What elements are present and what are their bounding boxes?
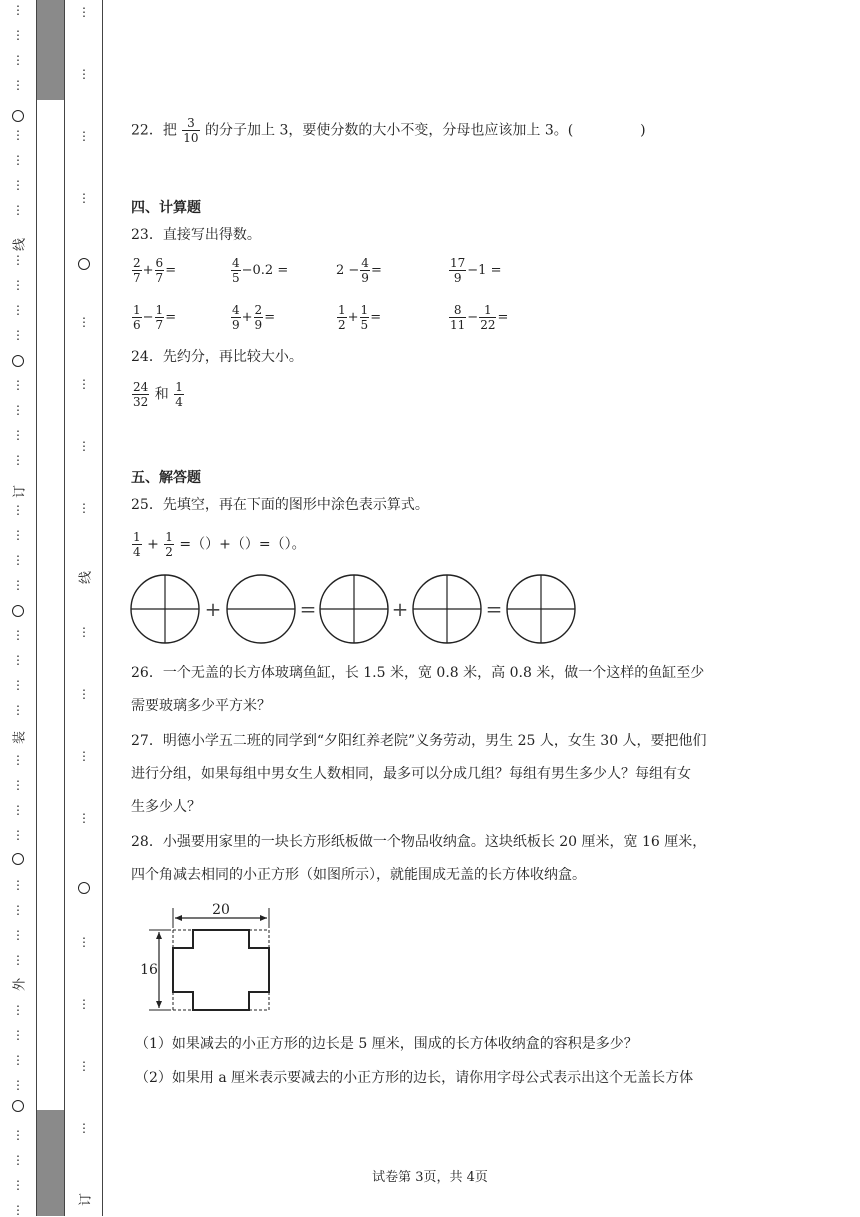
binding-dot-mark: ⋮ [12,253,24,267]
question-27-line-1: 27．明德小学五二班的同学到“夕阳红养老院”义务劳动，男生 25 人，女生 30 人，要把他们 [131,733,707,749]
page-footer: 试卷第 3页，共 4页 [372,1170,488,1185]
binding-dot-mark: ⋮ [78,1059,90,1073]
binding-dot-mark: ⋮ [78,129,90,143]
binding-label: 订 [78,1193,94,1207]
binding-margin-inner [64,0,103,1216]
binding-label: 线 [12,238,28,252]
q22-close: ) [640,122,646,139]
q23-frac-a-num: 8 [449,303,466,318]
q23-frac-b-den: 22 [480,318,496,332]
q22-frac-num: 3 [182,116,199,131]
binding-dot-mark: ⋮ [78,811,90,825]
q23-frac-b [479,303,496,332]
binding-dot-mark: ⋮ [12,528,24,542]
q23-operator: + [241,310,253,325]
q23-expression [448,256,501,285]
question-25-expression [131,530,306,559]
binding-dot-mark: ⋮ [12,778,24,792]
q22-prefix: 22．把 [131,122,177,139]
binding-dot-mark: ⋮ [12,1028,24,1042]
section-5-title: 五、解答题 [131,470,201,486]
q22-suffix: 的分子加上 3，要使分数的大小不变，分母也应该加上 3。( [205,122,574,139]
q24-frac-a [132,380,149,409]
q23-frac-b [155,256,165,285]
q25-op-plus-2: + [391,597,409,621]
q24-a-num: 24 [133,380,149,394]
binding-dot-mark: ⋮ [78,1121,90,1135]
q23-frac-a-num: 4 [232,256,240,270]
binding-dot-mark: ⋮ [12,128,24,142]
question-27-line-2: 进行分组，如果每组中男女生人数相同，最多可以分成几组？每组有男生多少人？每组有女 [131,766,691,782]
binding-dot-mark: ⋮ [12,28,24,42]
q23-frac-a-den: 7 [133,271,141,285]
binding-dot-mark: ⋮ [12,53,24,67]
binding-dot-mark: ⋮ [78,687,90,701]
question-28-sub-1: （1）如果减去的小正方形的边长是 5 厘米，围成的长方体收纳盒的容积是多少？ [135,1036,638,1052]
q23-expression [230,303,275,332]
binding-circle-icon [12,355,24,367]
q23-frac-a [132,303,142,332]
binding-dot-mark: ⋮ [12,328,24,342]
question-23-stem: 23．直接写出得数。 [131,227,261,243]
binding-dot-mark: ⋮ [12,403,24,417]
q23-equals: = [370,263,382,278]
binding-circle-icon [12,110,24,122]
q23-frac-a-den: 9 [453,271,462,285]
binding-dot-mark: ⋮ [78,5,90,19]
q23-frac-b [155,303,165,332]
q24-and: 和 [154,386,169,403]
binding-dot-mark: ⋮ [12,1078,24,1092]
binding-dot-mark: ⋮ [12,653,24,667]
q23-operator: −1 = [467,263,502,278]
binding-dot-mark: ⋮ [12,1128,24,1142]
q23-frac-a-num: 4 [361,256,369,270]
binding-dot-mark: ⋮ [12,953,24,967]
q24-b-num: 1 [175,380,183,394]
binding-dot-mark: ⋮ [12,678,24,692]
q23-operator: − [142,310,154,325]
binding-dot-mark: ⋮ [78,439,90,453]
binding-margin-outer [0,0,36,1216]
binding-dot-mark: ⋮ [12,828,24,842]
q23-frac-a-num: 1 [133,303,141,317]
q23-expression [131,256,176,285]
q25-op-equals-1: = [299,597,317,621]
binding-circle-icon [12,1100,24,1112]
binding-dot-mark: ⋮ [12,303,24,317]
q25-frac-b [164,530,174,559]
binding-dot-mark: ⋮ [78,191,90,205]
question-24-expression [131,380,185,409]
q23-frac-b-den: 5 [360,318,369,332]
question-26-line-2: 需要玻璃多少平方米？ [131,698,271,714]
binding-circle-icon [12,853,24,865]
q23-expression [336,303,381,332]
binding-dot-mark: ⋮ [12,1053,24,1067]
binding-dot-mark: ⋮ [12,803,24,817]
binding-dot-mark: ⋮ [12,578,24,592]
q25-op-plus-1: + [204,597,222,621]
binding-label: 外 [12,978,28,992]
binding-dot-mark: ⋮ [78,935,90,949]
q25-b-num: 1 [165,530,173,544]
binding-dot-mark: ⋮ [12,928,24,942]
q23-frac-a-den: 9 [361,271,369,285]
binding-circle-icon [78,882,90,894]
circle-quarters-4 [507,575,575,643]
q23-frac-b-num: 6 [155,256,164,270]
binding-dot-mark: ⋮ [12,1203,24,1217]
binding-dot-mark: ⋮ [12,503,24,517]
binding-dot-mark: ⋮ [12,553,24,567]
binding-dot-mark: ⋮ [78,997,90,1011]
q23-operator: − [467,310,479,325]
binding-dot-mark: ⋮ [12,278,24,292]
binding-dot-mark: ⋮ [78,67,90,81]
q23-equals: = [165,263,177,278]
q23-expression [131,303,176,332]
q23-operator: + [142,263,154,278]
binding-dot-mark: ⋮ [12,1178,24,1192]
q23-frac-b-den: 7 [155,318,164,332]
q23-frac-a-den: 9 [232,318,240,332]
circle-quarters-3 [413,575,481,643]
q23-frac-a [132,256,142,285]
q23-frac-a [449,256,466,285]
binding-dot-mark: ⋮ [12,153,24,167]
q23-frac-a-den: 6 [133,318,141,332]
q23-frac-a [231,256,241,285]
circle-halves [227,575,295,643]
q25-circles-figure [128,572,588,648]
binding-circle-icon [12,605,24,617]
binding-dot-mark: ⋮ [12,878,24,892]
q23-frac-a [360,256,370,285]
binding-dot-mark: ⋮ [78,749,90,763]
q23-operator: + [347,310,359,325]
q23-equals: = [370,310,382,325]
q23-frac-b [360,303,370,332]
q23-frac-b-den: 9 [254,318,263,332]
binding-dot-mark: ⋮ [12,453,24,467]
q24-frac-b [174,380,184,409]
q23-equals: = [264,310,276,325]
q23-frac-b-den: 7 [155,271,164,285]
q25-a-den: 4 [133,545,141,559]
q25-op: + [147,536,159,553]
binding-dot-mark: ⋮ [12,628,24,642]
q24-b-den: 4 [175,395,183,409]
q23-expression [448,303,508,332]
binding-dot-mark: ⋮ [12,203,24,217]
question-27-line-3: 生多少人？ [131,799,201,815]
binding-dot-mark: ⋮ [78,315,90,329]
binding-dot-mark: ⋮ [12,903,24,917]
q25-tail: =（）+（）=（）。 [179,536,306,553]
q23-lead: 2 − [336,263,360,278]
binding-dot-mark: ⋮ [12,378,24,392]
binding-circle-icon [78,258,90,270]
q25-b-den: 2 [165,545,173,559]
binding-dot-mark: ⋮ [12,178,24,192]
q23-equals: = [497,310,509,325]
binding-label: 装 [12,731,28,745]
question-25-stem: 25．先填空，再在下面的图形中涂色表示算式。 [131,497,429,513]
q23-frac-a-num: 1 [338,303,346,317]
q24-a-den: 32 [133,395,149,409]
q25-a-num: 1 [133,530,141,544]
binding-dot-mark: ⋮ [78,501,90,515]
question-28-sub-2: （2）如果用 a 厘米表示要减去的小正方形的边长，请你用字母公式表示出这个无盖长方体 [135,1070,694,1086]
q23-expression [336,256,382,285]
gray-block-top [37,0,64,100]
binding-dot-mark: ⋮ [12,3,24,17]
q23-frac-b-num: 2 [254,303,263,317]
q23-operator: −0.2 = [241,263,289,278]
q23-frac-a [231,303,241,332]
q23-frac-a [449,303,466,332]
q23-frac-a-num: 4 [232,303,240,317]
binding-margin-gray-column [36,0,65,1216]
binding-dot-mark: ⋮ [12,1003,24,1017]
q23-expression [230,256,288,285]
binding-dot-mark: ⋮ [78,625,90,639]
q23-frac-a-den: 11 [450,318,466,332]
q23-frac-a [337,303,347,332]
binding-dot-mark: ⋮ [12,703,24,717]
binding-dot-mark: ⋮ [78,377,90,391]
binding-dot-mark: ⋮ [12,1153,24,1167]
q25-frac-a [132,530,142,559]
q23-frac-b-num: 1 [155,303,164,317]
question-28-line-1: 28．小强要用家里的一块长方形纸板做一个物品收纳盒。这块纸板长 20 厘米，宽 16 厘米， [131,834,707,850]
binding-label: 线 [78,571,94,585]
question-28-line-2: 四个角减去相同的小正方形（如图所示），就能围成无盖的长方体收纳盒。 [131,867,586,883]
question-24-stem: 24．先约分，再比较大小。 [131,349,303,365]
q23-frac-b-num: 1 [479,303,496,318]
question-22 [131,116,646,145]
q23-frac-a-num: 2 [133,256,141,270]
section-4-title: 四、计算题 [131,200,201,216]
q23-equals: = [165,310,177,325]
q22-fraction [182,116,199,145]
q23-frac-b-num: 1 [360,303,369,317]
q23-frac-b [254,303,264,332]
circle-quarters-2 [320,575,388,643]
q28-cardboard-figure [135,900,285,1015]
q25-op-equals-2: = [485,597,503,621]
q28-dim-height-label: 16 [140,962,158,978]
q28-dim-width-label: 20 [212,902,230,918]
q22-frac-den: 10 [183,131,199,145]
binding-dot-mark: ⋮ [12,78,24,92]
binding-dot-mark: ⋮ [12,428,24,442]
binding-dot-mark: ⋮ [12,753,24,767]
q23-frac-a-den: 5 [232,271,240,285]
q23-frac-a-num: 17 [450,256,466,270]
gray-block-bottom [37,1110,64,1216]
q23-frac-a-den: 2 [338,318,346,332]
question-26-line-1: 26．一个无盖的长方体玻璃鱼缸，长 1.5 米，宽 0.8 米，高 0.8 米，做一个这样的鱼缸至少 [131,665,705,681]
circle-quarters-1 [131,575,199,643]
binding-label: 订 [12,485,28,499]
